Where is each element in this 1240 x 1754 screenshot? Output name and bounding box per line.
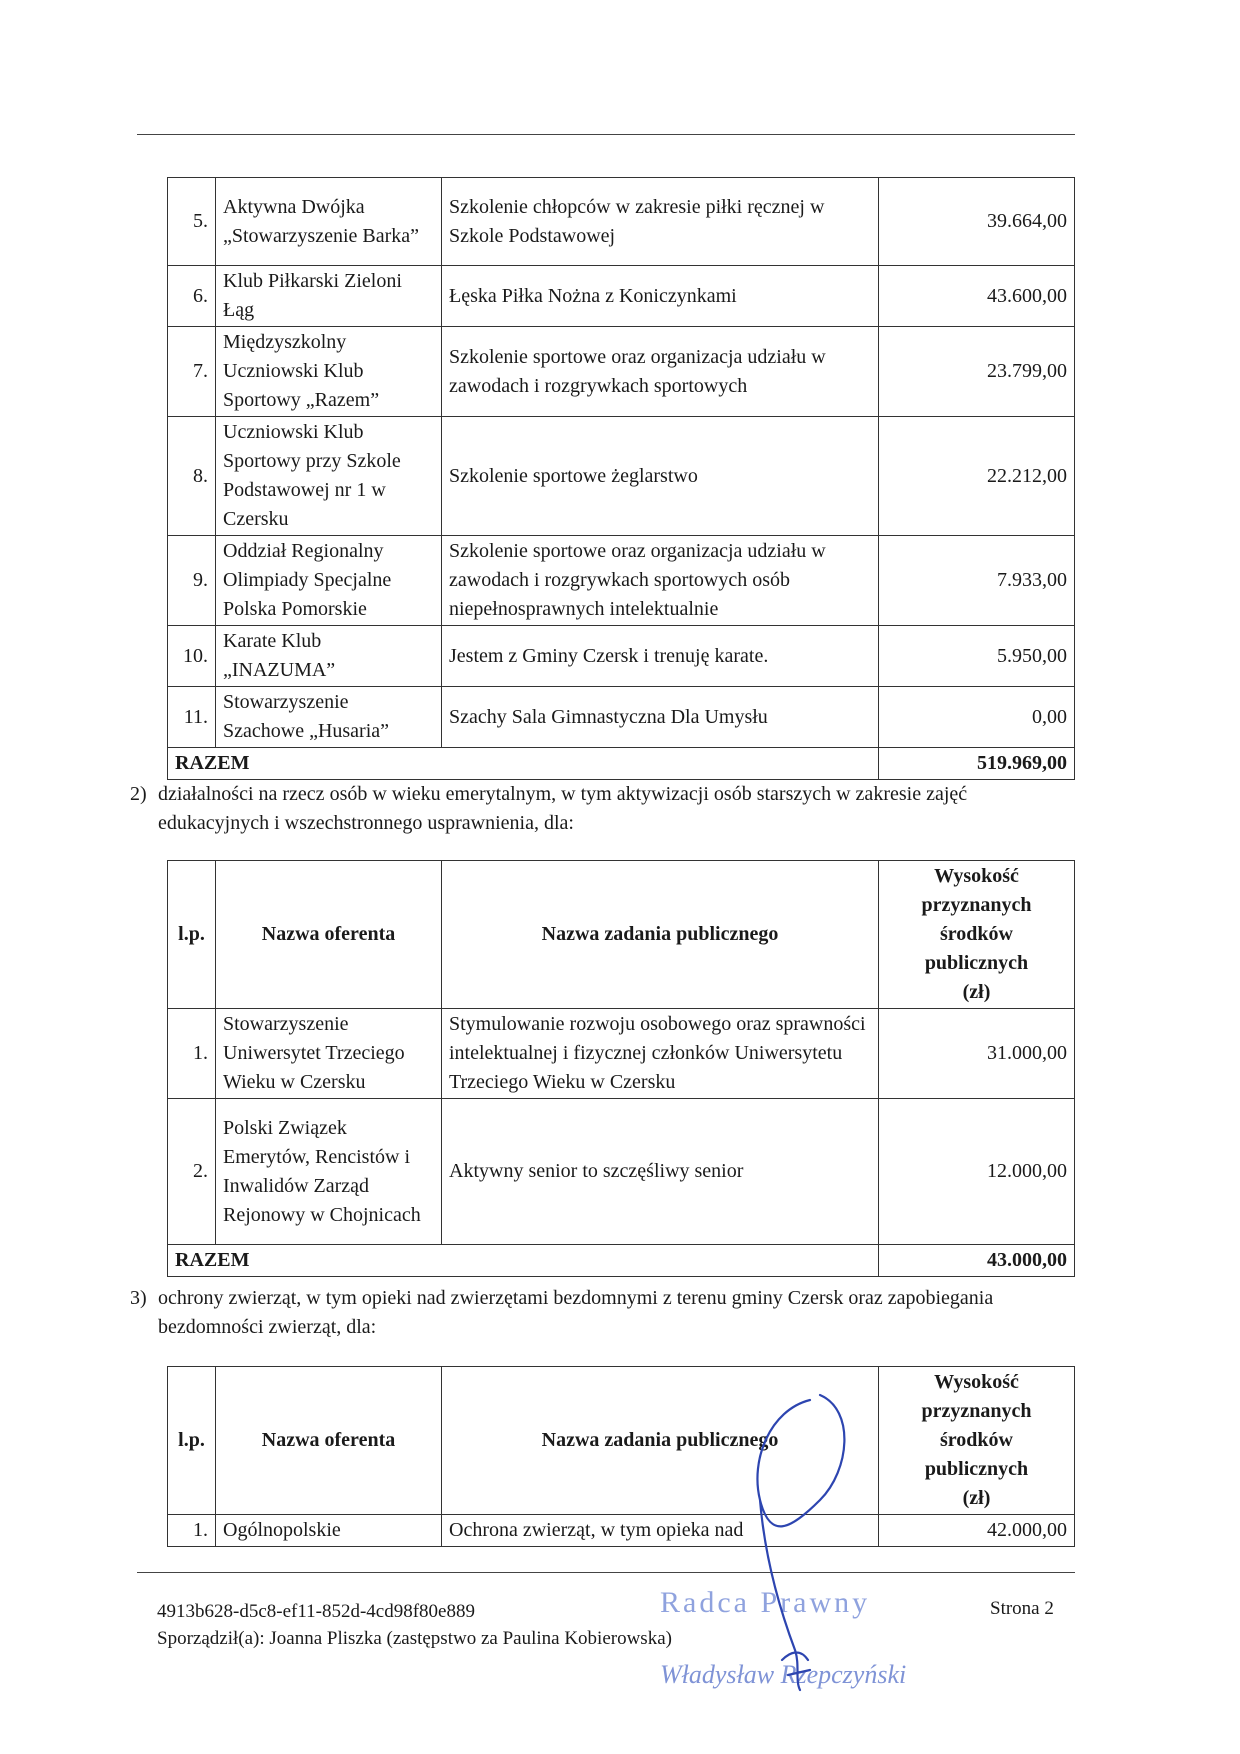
header-amount-line: przyznanych: [921, 894, 1032, 916]
row-amount: 7.933,00: [879, 536, 1075, 626]
header-amount-line: przyznanych: [921, 1400, 1032, 1422]
header-task: Nazwa zadania publicznego: [442, 1367, 879, 1515]
section-number: 2): [130, 783, 147, 805]
table-header-row: [168, 1367, 1075, 1515]
page-number: Strona 2: [990, 1598, 1054, 1619]
row-task: Szkolenie sportowe oraz organizacja udziału w zawodach i rozgrywkach sportowych osób niepełnosprawnych intelektualnie: [442, 536, 879, 626]
row-name: Ogólnopolskie: [216, 1515, 442, 1547]
footer-info: [157, 1598, 672, 1652]
total-label: RAZEM: [168, 1245, 879, 1277]
footer-rule: [137, 1572, 1075, 1573]
row-name: Polski Związek Emerytów, Rencistów i Inwalidów Zarząd Rejonowy w Chojnicach: [216, 1099, 442, 1245]
row-lp: 10.: [168, 626, 216, 687]
header-amount: [879, 1367, 1075, 1515]
legal-advisor-stamp: Radca Prawny: [660, 1586, 871, 1619]
header-task: Nazwa zadania publicznego: [442, 861, 879, 1009]
section-line: działalności na rzecz osób w wieku emerytalnym, w tym aktywizacji osób starszych w zakresie zajęć: [158, 783, 968, 805]
table-header-row: [168, 861, 1075, 1009]
table-row: [168, 1515, 1075, 1547]
row-amount: 0,00: [879, 687, 1075, 748]
row-lp: 1.: [168, 1009, 216, 1099]
table-row: [168, 687, 1075, 748]
row-lp: 9.: [168, 536, 216, 626]
row-lp: 2.: [168, 1099, 216, 1245]
row-task: Łęska Piłka Nożna z Koniczynkami: [442, 266, 879, 327]
row-task: Szkolenie chłopców w zakresie piłki ręcznej w Szkole Podstawowej: [442, 178, 879, 266]
header-amount: [879, 861, 1075, 1009]
header-name: Nazwa oferenta: [216, 861, 442, 1009]
table-senior-grants: [167, 860, 1075, 1277]
row-task: Stymulowanie rozwoju osobowego oraz sprawności intelektualnej i fizycznej członków Uniwersytetu Trzeciego Wieku w Czersku: [442, 1009, 879, 1099]
row-name: Stowarzyszenie Szachowe „Husaria”: [216, 687, 442, 748]
legal-advisor-name: Władysław Rzepczyński: [660, 1660, 907, 1689]
row-name: Oddział Regionalny Olimpiady Specjalne Polska Pomorskie: [216, 536, 442, 626]
row-amount: 43.600,00: [879, 266, 1075, 327]
header-lp: l.p.: [168, 861, 216, 1009]
section-line: edukacyjnych i wszechstronnego usprawnienia, dla:: [158, 812, 574, 834]
row-name: Stowarzyszenie Uniwersytet Trzeciego Wieku w Czersku: [216, 1009, 442, 1099]
section-2-text: [130, 780, 1090, 838]
row-lp: 5.: [168, 178, 216, 266]
header-amount-line: Wysokość: [934, 1371, 1019, 1393]
header-amount-line: (zł): [962, 1487, 991, 1509]
row-amount: 39.664,00: [879, 178, 1075, 266]
table-row: [168, 626, 1075, 687]
section-3-text: [130, 1284, 1090, 1342]
row-amount: 5.950,00: [879, 626, 1075, 687]
row-lp: 11.: [168, 687, 216, 748]
table-row: [168, 1099, 1075, 1245]
header-amount-line: publicznych: [924, 1458, 1029, 1480]
table-total-row: [168, 1245, 1075, 1277]
row-task: Aktywny senior to szczęśliwy senior: [442, 1099, 879, 1245]
header-amount-line: środków: [940, 1429, 1013, 1451]
header-amount-line: środków: [940, 923, 1013, 945]
document-id: 4913b628-d5c8-ef11-852d-4cd98f80e889: [157, 1601, 475, 1622]
row-lp: 8.: [168, 417, 216, 536]
header-name: Nazwa oferenta: [216, 1367, 442, 1515]
header-amount-line: publicznych: [924, 952, 1029, 974]
section-line: bezdomności zwierząt, dla:: [158, 1316, 377, 1338]
row-name: Karate Klub „INAZUMA”: [216, 626, 442, 687]
row-lp: 1.: [168, 1515, 216, 1547]
row-task: Ochrona zwierząt, w tym opieka nad: [442, 1515, 879, 1547]
header-amount-line: Wysokość: [934, 865, 1019, 887]
row-lp: 7.: [168, 327, 216, 417]
row-name: Klub Piłkarski Zieloni Łąg: [216, 266, 442, 327]
row-amount: 42.000,00: [879, 1515, 1075, 1547]
row-amount: 22.212,00: [879, 417, 1075, 536]
row-name: Międzyszkolny Uczniowski Klub Sportowy „Razem”: [216, 327, 442, 417]
table-row: [168, 266, 1075, 327]
table-row: [168, 536, 1075, 626]
table-row: [168, 1009, 1075, 1099]
row-task: Jestem z Gminy Czersk i trenuję karate.: [442, 626, 879, 687]
row-task: Szkolenie sportowe żeglarstwo: [442, 417, 879, 536]
prepared-by: Sporządził(a): Joanna Pliszka (zastępstwo za Paulina Kobierowska): [157, 1628, 672, 1649]
table-row: [168, 327, 1075, 417]
total-label: RAZEM: [168, 748, 879, 780]
table-row: [168, 178, 1075, 266]
table-row: [168, 417, 1075, 536]
table-animal-grants: [167, 1366, 1075, 1547]
row-amount: 23.799,00: [879, 327, 1075, 417]
table-total-row: [168, 748, 1075, 780]
header-lp: l.p.: [168, 1367, 216, 1515]
total-amount: 43.000,00: [879, 1245, 1075, 1277]
row-lp: 6.: [168, 266, 216, 327]
table-sport-grants: [167, 177, 1075, 780]
header-rule: [137, 134, 1075, 135]
row-name: Aktywna Dwójka „Stowarzyszenie Barka”: [216, 178, 442, 266]
row-task: Szachy Sala Gimnastyczna Dla Umysłu: [442, 687, 879, 748]
row-amount: 12.000,00: [879, 1099, 1075, 1245]
handwritten-signature: [700, 1390, 870, 1710]
section-number: 3): [130, 1287, 147, 1309]
row-amount: 31.000,00: [879, 1009, 1075, 1099]
row-task: Szkolenie sportowe oraz organizacja udziału w zawodach i rozgrywkach sportowych: [442, 327, 879, 417]
row-name: Uczniowski Klub Sportowy przy Szkole Podstawowej nr 1 w Czersku: [216, 417, 442, 536]
section-line: ochrony zwierząt, w tym opieki nad zwierzętami bezdomnymi z terenu gminy Czersk oraz zapobiegania: [158, 1287, 994, 1309]
total-amount: 519.969,00: [879, 748, 1075, 780]
header-amount-line: (zł): [962, 981, 991, 1003]
